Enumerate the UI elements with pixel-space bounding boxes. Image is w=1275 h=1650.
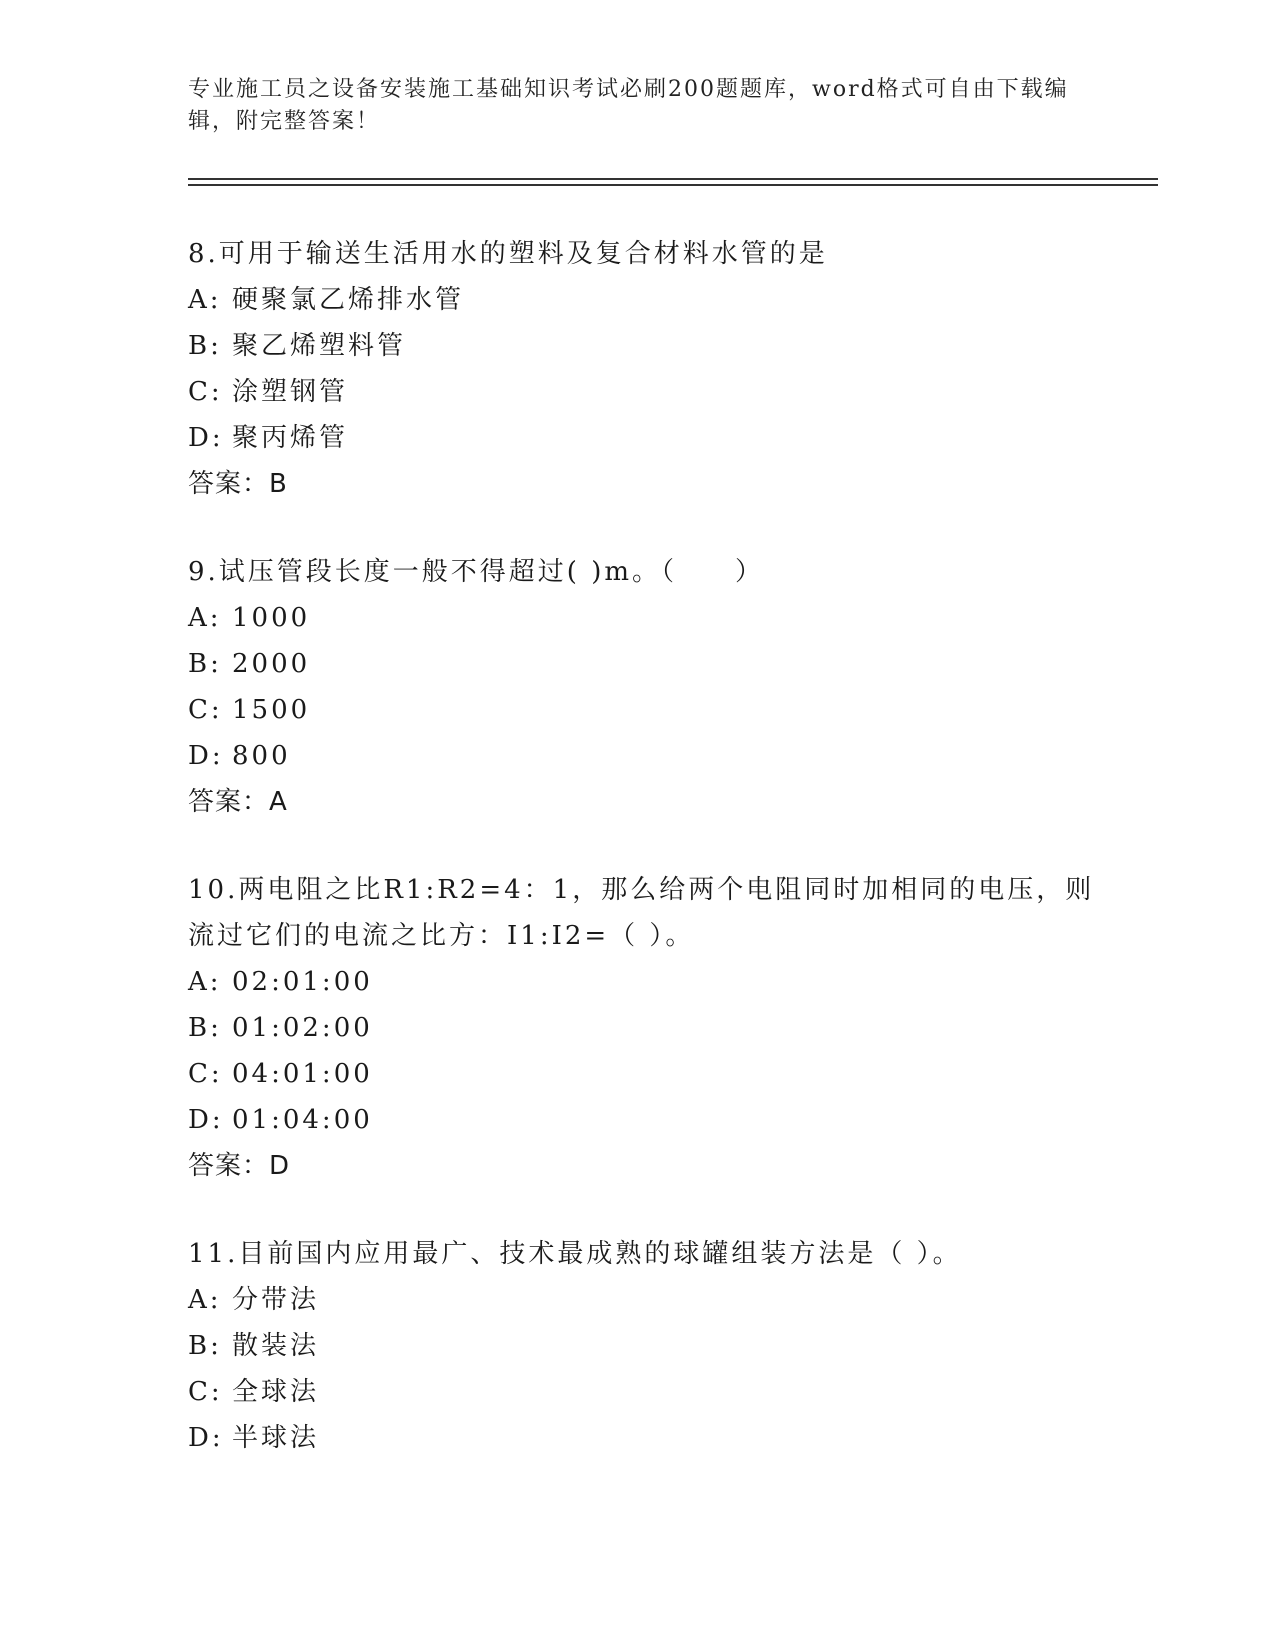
option-letter: D: xyxy=(188,741,224,771)
option-letter: C: xyxy=(188,377,223,407)
header-divider-bottom xyxy=(188,184,1158,186)
option-text: 聚乙烯塑料管 xyxy=(232,331,407,361)
header-divider-top xyxy=(188,178,1158,180)
option-c xyxy=(188,1051,1108,1097)
option-text: 聚丙烯管 xyxy=(232,423,349,453)
question-stem: 11.目前国内应用最广、技术最成熟的球罐组装方法是（ ）。 xyxy=(188,1239,962,1269)
option-text: 涂塑钢管 xyxy=(232,377,349,407)
option-d xyxy=(188,1097,1108,1143)
option-letter: C: xyxy=(188,1059,223,1089)
option-text: 800 xyxy=(232,741,291,771)
option-d xyxy=(188,1415,1108,1461)
option-letter: D: xyxy=(188,1105,224,1135)
option-a xyxy=(188,277,1108,323)
option-text: 硬聚氯乙烯排水管 xyxy=(232,285,465,315)
answer-text: 答案：A xyxy=(188,787,288,817)
option-a xyxy=(188,595,1108,641)
option-b xyxy=(188,1323,1108,1369)
option-letter: C: xyxy=(188,1377,223,1407)
option-b xyxy=(188,323,1108,369)
option-text: 02:01:00 xyxy=(232,967,373,997)
option-c xyxy=(188,687,1108,733)
option-text: 04:01:00 xyxy=(232,1059,373,1089)
option-letter: D: xyxy=(188,423,224,453)
document-header: 专业施工员之设备安装施工基础知识考试必刷200题题库，word格式可自由下载编辑，附完整答案！ xyxy=(188,77,1069,134)
question-9 xyxy=(188,549,1108,825)
option-d xyxy=(188,733,1108,779)
option-text: 1000 xyxy=(232,603,311,633)
option-letter: A: xyxy=(188,603,222,633)
question-10 xyxy=(188,867,1108,1189)
option-b xyxy=(188,1005,1108,1051)
option-a xyxy=(188,959,1108,1005)
answer-text: 答案：B xyxy=(188,469,288,499)
option-letter: B: xyxy=(188,649,222,679)
question-stem: 9.试压管段长度一般不得超过( )m。（ ） xyxy=(188,557,765,587)
option-text: 半球法 xyxy=(232,1423,320,1453)
option-c xyxy=(188,369,1108,415)
option-letter: B: xyxy=(188,1013,222,1043)
option-letter: B: xyxy=(188,331,222,361)
option-a xyxy=(188,1277,1108,1323)
option-text: 2000 xyxy=(232,649,311,679)
option-d xyxy=(188,415,1108,461)
answer-text: 答案：D xyxy=(188,1151,291,1181)
option-letter: B: xyxy=(188,1331,222,1361)
option-letter: A: xyxy=(188,967,222,997)
option-c xyxy=(188,1369,1108,1415)
option-text: 散装法 xyxy=(232,1331,320,1361)
question-11 xyxy=(188,1231,1108,1461)
option-letter: C: xyxy=(188,695,223,725)
option-text: 分带法 xyxy=(232,1285,320,1315)
option-text: 全球法 xyxy=(232,1377,320,1407)
option-text: 01:04:00 xyxy=(232,1105,373,1135)
option-text: 1500 xyxy=(232,695,311,725)
option-letter: A: xyxy=(188,285,222,315)
option-b xyxy=(188,641,1108,687)
option-letter: D: xyxy=(188,1423,224,1453)
question-stem: 10.两电阻之比R1:R2=4：1，那么给两个电阻同时加相同的电压，则流过它们的电流之比方：I1:I2=（ ）。 xyxy=(188,875,1095,951)
question-8 xyxy=(188,231,1108,507)
question-stem: 8.可用于输送生活用水的塑料及复合材料水管的是 xyxy=(188,239,828,269)
option-letter: A: xyxy=(188,1285,222,1315)
option-text: 01:02:00 xyxy=(232,1013,373,1043)
